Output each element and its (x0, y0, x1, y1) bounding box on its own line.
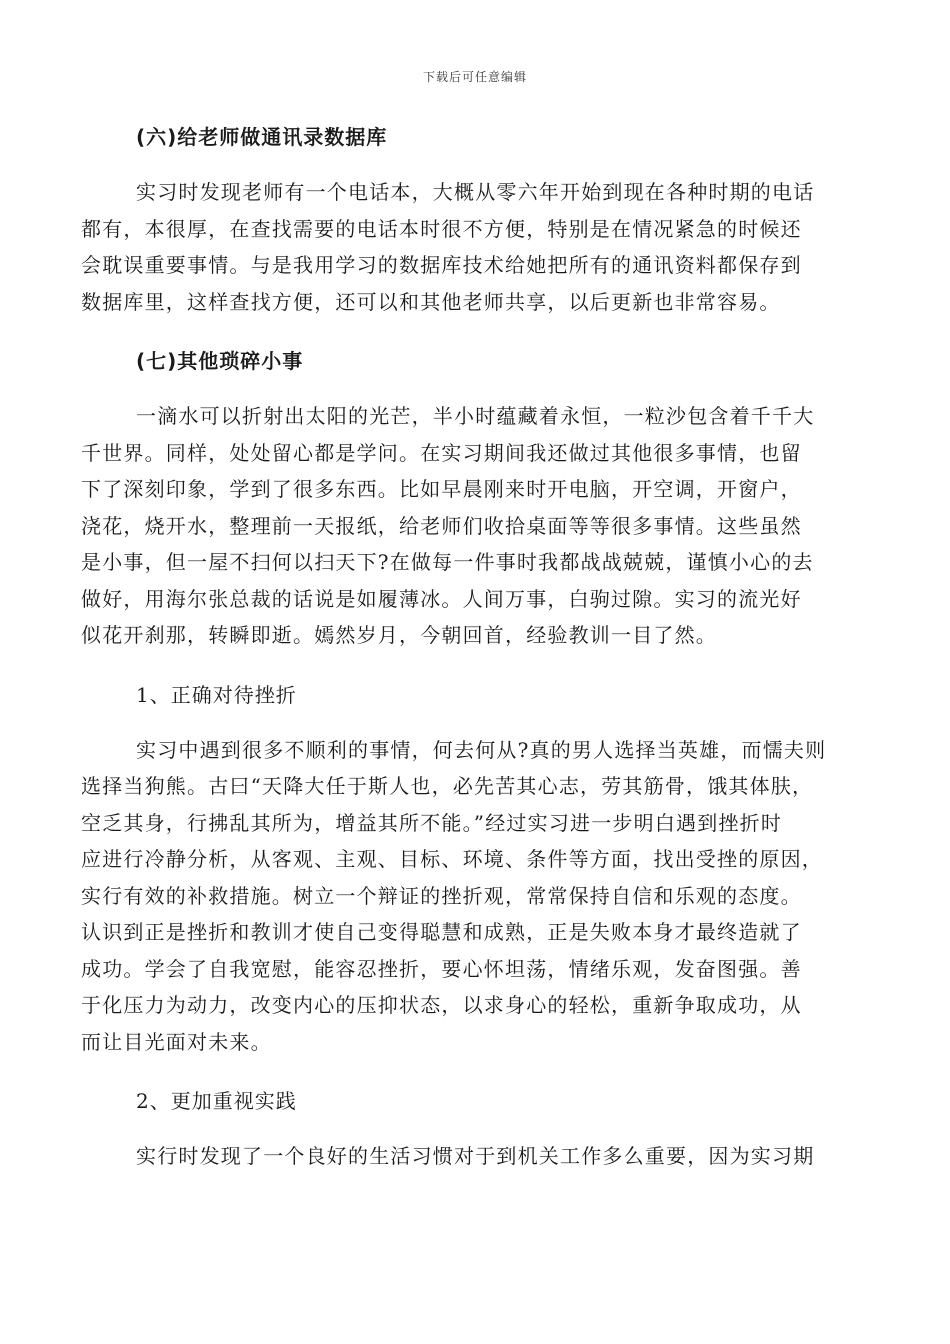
paragraph-line: 似花开刹那，转瞬即逝。嫣然岁月，今朝回首，经验教训一目了然。 (81, 623, 717, 647)
page-header: 下载后可任意编辑 (422, 70, 527, 84)
paragraph-line: 做好，用海尔张总裁的话说是如履薄冰。人间万事，白驹过隙。实习的流光好 (81, 586, 802, 611)
paragraph-line: 数据库里，这样查找方便，还可以和其他老师共享，以后更新也非常容易。 (81, 289, 781, 314)
paragraph-line: 于化压力为动力，改变内心的压抑状态，以求身心的轻松，重新争取成功，从 (81, 993, 802, 1017)
section-seven-paragraph (81, 398, 860, 654)
paragraph-line: 应进行冷静分析，从客观、主观、目标、环境、条件等方面，找出受挫的原因， (81, 847, 823, 871)
paragraph-line: 实行时发现了一个良好的生活习惯对于到机关工作多么重要，因为实习期 (136, 1144, 815, 1168)
paragraph-line: 选择当狗熊。古曰“天降大任于斯人也，必先苦其心志，劳其筋骨，饿其体肤， (81, 774, 814, 798)
section-six-paragraph (81, 174, 860, 320)
point-two-title: 2、更加重视实践 (136, 1089, 297, 1113)
paragraph-line: 空乏其身，行拂乱其所为，增益其所不能。”经过实习进一步明白遇到挫折时 (81, 810, 783, 835)
paragraph-line: 会耽误重要事情。与是我用学习的数据库技术给她把所有的通讯资料都保存到 (81, 253, 802, 277)
paragraph-line: 千世界。同样，处处留心都是学问。在实习期间我还做过其他很多事情，也留 (81, 440, 802, 465)
section-seven-title: (七)其他琐碎小事 (136, 349, 304, 373)
section-six-title: (六)给老师做通讯录数据库 (136, 125, 388, 149)
paragraph-line: 浇花，烧开水，整理前一天报纸，给老师们收拾桌面等等很多事情。这些虽然 (81, 513, 802, 538)
paragraph-line: 认识到正是挫折和教训才使自己变得聪慧和成熟，正是失败本身才最终造就了 (81, 920, 802, 944)
point-one-title: 1、正确对待挫折 (136, 682, 297, 707)
point-two-paragraph (136, 1138, 860, 1175)
paragraph-line: 实习中遇到很多不顺利的事情，何去何从?真的男人选择当英雄，而懦夫则 (136, 737, 827, 762)
paragraph-line: 实行有效的补救措施。树立一个辩证的挫折观，常常保持自信和乐观的态度。 (81, 883, 802, 908)
point-one-paragraph (81, 732, 860, 1061)
paragraph-line: 实习时发现老师有一个电话本，大概从零六年开始到现在各种时期的电话 (136, 180, 815, 204)
paragraph-line: 是小事，但一屋不扫何以扫天下?在做每一件事时我都战战兢兢，谨慎小心的去 (81, 550, 814, 574)
document-body (81, 120, 860, 1195)
paragraph-line: 而让目光面对未来。 (81, 1029, 272, 1054)
paragraph-line: 一滴水可以折射出太阳的光芒，半小时蕴藏着永恒，一粒沙包含着千千大 (136, 404, 815, 428)
paragraph-line: 都有，本很厚，在查找需要的电话本时很不方便，特别是在情况紧急的时候还 (81, 216, 802, 241)
paragraph-line: 成功。学会了自我宽慰，能容忍挫折，要心怀坦荡，情绪乐观，发奋图强。善 (81, 956, 802, 981)
paragraph-line: 下了深刻印象，学到了很多东西。比如早晨刚来时开电脑，开空调，开窗户， (81, 477, 802, 501)
